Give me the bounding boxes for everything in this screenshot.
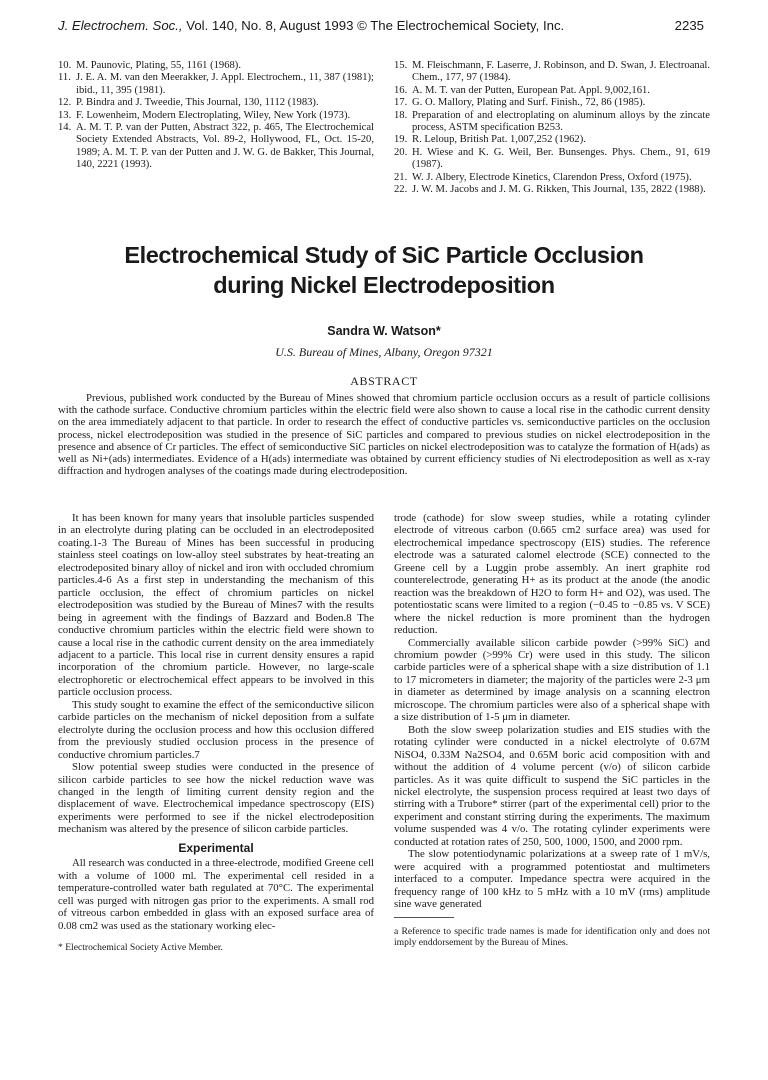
article-body: [58, 512, 710, 953]
reference-number: 15.: [394, 60, 408, 71]
body-paragraph: It has been known for many years that insoluble particles suspended in an electrolyte during plating can be occluded in an electrodeposited coating.1-3 The Bureau of Mines has been successful in producing stainless steel coatings on low-alloy steel substrates by heat-treating an electrodeposited binary alloy of nickel and iron with occluded chromium particles.4-6 As a first step in understanding the mechanism of this particle occlusion, the effect of chromium particles on nickel electrodeposition was studied by the Bureau of Mines7 with the results being in agreement with the findings of Bazzard and Boden.8 The conductive chromium particles within the electric field were shown to cause a local rise in the cathodic current density on the area immediately adjacent to a particle. This local rise in current density ensures a rapid incorporation of the chromium particle. However, no large-scale electrophoretic or electrochemical effect appears to be involved in this particle occlusion process.: [58, 512, 374, 699]
reference-item: [394, 184, 710, 196]
reference-item: [394, 97, 710, 109]
reference-item: [58, 122, 374, 172]
title-line-1: Electrochemical Study of SiC Particle Occlusion: [124, 242, 644, 268]
reference-text: H. Wiese and K. G. Weil, Ber. Bunsenges. Phys. Chem., 91, 619 (1987).: [412, 146, 710, 171]
journal-name: J. Electrochem. Soc.,: [58, 18, 183, 33]
reference-item: [394, 147, 710, 172]
trade-name-footnote: a Reference to specific trade names is made for identification only and does not imply enddorsement by the Bureau of Mines.: [394, 925, 710, 948]
title-line-2: during Nickel Electrodeposition: [213, 272, 555, 298]
reference-item: [58, 110, 374, 122]
abstract-heading: ABSTRACT: [350, 374, 418, 388]
reference-number: 10.: [58, 60, 72, 71]
reference-text: A. M. T. P. van der Putten, Abstract 322, p. 465, The Electrochemical Society Extended Abstracts, Vol. 89-2, Hollywood, FL, Oct. 15-20, 1989; A. M. T. P. van der Putten and J. W. G. de Bakker, This Journal, 140, 2221 (1993).: [76, 122, 374, 171]
body-column-left: [58, 512, 374, 953]
body-paragraph: All research was conducted in a three-electrode, modified Greene cell with a volume of 1000 ml. The experimental cell resided in a temperature-controlled water bath regulated at 70°C. The experimental cell was purged with nitrogen gas prior to the experiments. A small rod of vitreous carbon embedded in glass with an exposed surface area of 0.08 cm2 was used as the stationary working elec-: [58, 857, 374, 932]
body-paragraph: Commercially available silicon carbide powder (>99% SiC) and chromium powder (>99% Cr) were used in this study. The silicon carbide particles were of a spherical shape with a size distribution of 1.1 to 17 micrometers in diameter; the majority of the particles were 2-3 μm in diameter as determined by image analysis on a scanning electron microscope. The chromium particles were also of a spherical shape with a size distribution of 1-5 μm in diameter.: [394, 636, 710, 724]
reference-text: M. Fleischmann, F. Laserre, J. Robinson, and D. Swan, J. Electroanal. Chem., 177, 97 (1984).: [412, 60, 710, 84]
reference-text: J. W. M. Jacobs and J. M. G. Rikken, This Journal, 135, 2822 (1988).: [412, 184, 706, 196]
reference-text: J. E. A. M. van den Meerakker, J. Appl. Electrochem., 11, 387 (1981); ibid., 11, 395 (1981).: [76, 72, 374, 96]
body-paragraph: This study sought to examine the effect of the semiconductive silicon carbide particles on the mechanism of nickel deposition from a sulfate electrolyte during the occlusion process and how this occlusion differed from the previously studied occlusion process in the presence of conductive chromium particles.7: [58, 698, 374, 761]
reference-item: [58, 60, 374, 72]
reference-item: [394, 110, 710, 135]
article-title: [40, 240, 728, 300]
reference-number: 22.: [394, 184, 408, 196]
volume-info: Vol. 140, No. 8, August 1993 © The Electrochemical Society, Inc.: [186, 18, 565, 33]
footnote-rule: [394, 917, 454, 918]
reference-text: F. Lowenheim, Modern Electroplating, Wiley, New York (1973).: [76, 109, 351, 121]
reference-item: [58, 72, 374, 97]
author-name: Sandra W. Watson*: [327, 324, 441, 338]
reference-number: 12.: [58, 97, 72, 109]
reference-number: 19.: [394, 134, 408, 146]
reference-item: [394, 134, 710, 146]
reference-text: W. J. Albery, Electrode Kinetics, Clarendon Press, Oxford (1975).: [412, 171, 692, 183]
body-paragraph: Both the slow sweep polarization studies and EIS studies with the rotating cylinder were conducted in a nickel electrolyte of 0.67M NiSO4, 0.33M Na2SO4, and 0.65M boric acid composition with and without the addition of 4 volume percent (v/o) of silicon carbide particles. As it was quite difficult to suspend the SiC particles in the nickel electrolyte, the suspension process required at least two days of stirring with a Trubore* stirrer (part of the experimental cell) prior to the experiment and constant stirring during the experiments. The maximum volume suspended was 4 v/o. The rotating cylinder experiments were conducted at rotation rates of 250, 500, 1000, 1500, and 2000 rpm.: [394, 723, 710, 848]
reference-text: Preparation of and electroplating on aluminum alloys by the zincate process, ASTM specification B253.: [412, 109, 710, 134]
body-paragraph: trode (cathode) for slow sweep studies, while a rotating cylinder electrode of vitreous carbon (0.665 cm2 surface area) was used for electrochemical impedance spectroscopy (EIS) studies. The reference electrode was a saturated calomel electrode (SCE) connected to the Greene cell by a Luggin probe assembly. An inert graphite rod counterelectrode, generating H+ as its product at the anode (the anodic reaction was the breakdown of H2O to form H+ and O2), was used. The potentiostatic scans were limited to a region (−0.45 to −0.85 vs. V SCE) where the nickel reduction is more prominent than the hydrogen reduction.: [394, 512, 710, 637]
body-paragraph: The slow potentiodynamic polarizations at a sweep rate of 1 mV/s, were acquired with a programmed potentiostat and multimeters interfaced to a computer. Impedance spectra were acquired in the frequency range of 100 kHz to 5 mHz with a 10 mV (rms) amplitude sine wave generated: [394, 848, 710, 911]
reference-item: [394, 60, 710, 85]
body-column-right: [394, 512, 710, 953]
page-number: 2235: [674, 18, 704, 33]
reference-number: 11.: [58, 72, 71, 84]
reference-text: R. Leloup, British Pat. 1,007,252 (1962).: [412, 134, 586, 146]
section-heading-experimental: Experimental: [178, 840, 254, 855]
reference-text: P. Bindra and J. Tweedie, This Journal, 130, 1112 (1983).: [76, 97, 319, 109]
reference-number: 18.: [394, 109, 408, 121]
reference-number: 14.: [58, 122, 72, 134]
author-affiliation: U.S. Bureau of Mines, Albany, Oregon 97321: [275, 345, 493, 359]
reference-number: 21.: [394, 171, 408, 183]
author-footnote: * Electrochemical Society Active Member.: [58, 941, 223, 953]
reference-number: 17.: [394, 97, 408, 109]
reference-number: 13.: [58, 109, 72, 121]
abstract-text: Previous, published work conducted by the Bureau of Mines showed that chromium particle occlusion occurs as a result of particle collisions with the cathode surface. Conductive chromium particles within the electric field were also shown to cause a local rise in the cathodic current density on the area immediately adjacent to that particle. In order to research the effect of conductive particles vs. semiconductive particles on the occlusion process, nickel electrodeposition was studied in the presence of SiC particles and compared to previous studies on nickel electrodeposition in the presence and absence of Cr particles. The effect of semiconductive SiC particles on nickel electrodeposition was to catalyze the formation of H(ads) as well as Ni+(ads) intermediates. Evidence of a H(ads) intermediate was obtained by current efficiency studies of Ni electrodeposition as well as x-ray diffraction and hydrogen analyses of the coatings made during electrodeposition.: [58, 392, 710, 478]
reference-text: G. O. Mallory, Plating and Surf. Finish., 72, 86 (1985).: [412, 97, 646, 109]
reference-item: [394, 172, 710, 184]
running-head: [58, 18, 704, 38]
reference-item: [58, 97, 374, 109]
body-paragraph: Slow potential sweep studies were conducted in the presence of silicon carbide particles to see how the nickel reduction wave was changed in the length of limiting current density region and the displacement of wave. Electrochemical impedance spectroscopy (EIS) experiments were performed to see if the nickel electrodeposition mechanism was altered by the presence of silicon carbide particles.: [58, 761, 374, 836]
reference-text: M. Paunovic, Plating, 55, 1161 (1968).: [76, 60, 241, 71]
reference-item: [394, 85, 710, 97]
reference-number: 16.: [394, 84, 408, 96]
reference-list: [58, 60, 710, 196]
reference-number: 20.: [394, 146, 408, 158]
reference-column-left: [58, 60, 374, 196]
reference-text: A. M. T. van der Putten, European Pat. Appl. 9,002,161.: [412, 84, 650, 96]
reference-column-right: [394, 60, 710, 196]
